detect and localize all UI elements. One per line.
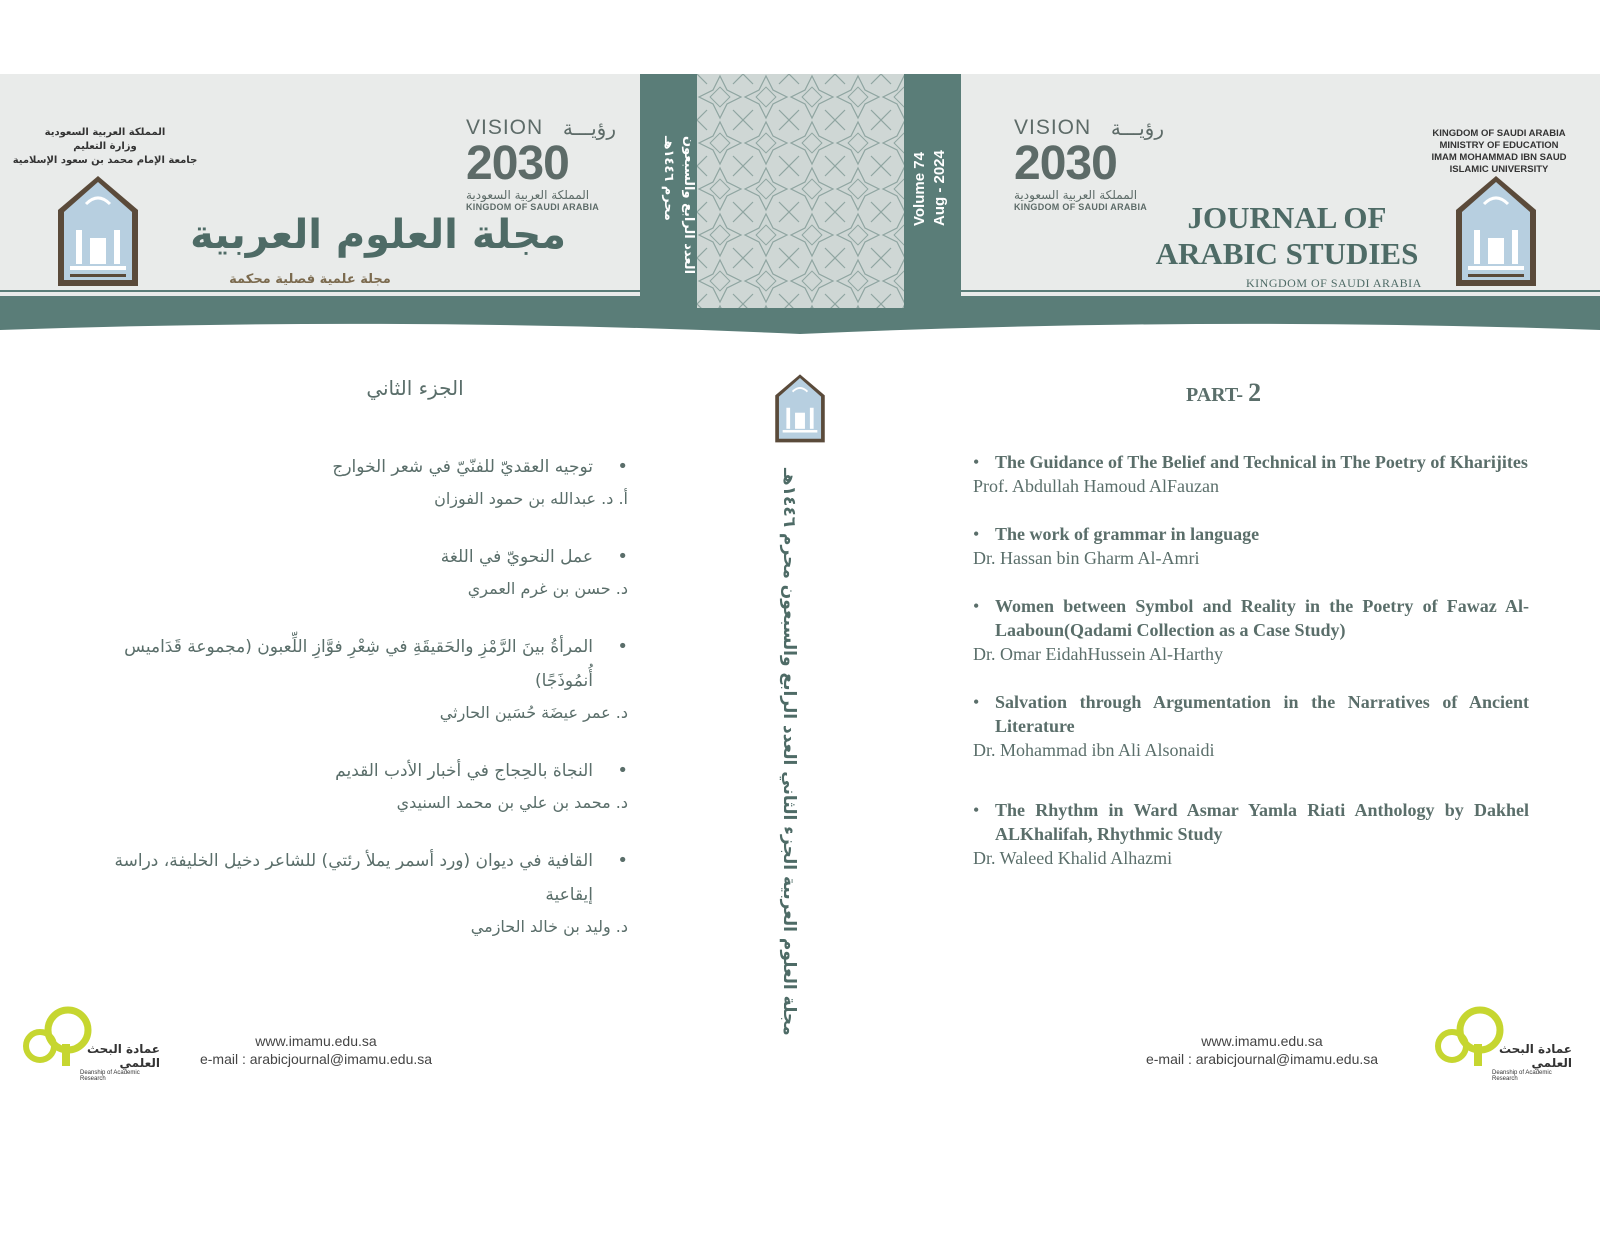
ar-gov-line: المملكة العربية السعودية — [44, 127, 166, 138]
deanship-en: Deanship of Academic Research — [1492, 1070, 1552, 1082]
vision-word: VISION — [466, 116, 544, 139]
list-item — [88, 630, 628, 728]
en-gov-line: MINISTRY OF EDUCATION — [1439, 140, 1559, 151]
en-masthead-sub: KINGDOM OF SAUDI ARABIA — [1246, 276, 1422, 290]
spine-issue-number: العدد الرابع والسبعون — [681, 136, 696, 275]
spine-university-logo — [774, 372, 826, 446]
en-article-title: • Women between Symbol and Reality in the Poetry of Fawaz Al-Laaboun(Qadami Collection as a Case Study) — [973, 594, 1529, 642]
deanship-ar: عمادة البحث العلمي — [86, 1042, 160, 1070]
en-article-author: Dr. Omar EidahHussein Al-Harthy — [973, 644, 1223, 664]
ar-article-title: • المرأةُ بينَ الرَّمْزِ والحَقيقَةِ في شِعْرِ فوَّازِ اللِّعبون (مجموعة قَدَاميس أُنمُوذَجًا) — [88, 630, 628, 698]
ar-part-heading: الجزء الثاني — [366, 376, 464, 400]
en-article-author: Prof. Abdullah Hamoud AlFauzan — [973, 476, 1219, 496]
ar-gov-line: وزارة التعليم — [73, 141, 137, 152]
en-gov-line: IMAM MOHAMMAD IBN SAUD — [1431, 152, 1567, 163]
email-link[interactable]: e-mail : arabicjournal@imamu.edu.sa — [1145, 1051, 1379, 1067]
en-article-title: • Salvation through Argumentation in the Narratives of Ancient Literature — [973, 690, 1529, 738]
list-item — [973, 798, 1529, 870]
ar-article-title: • النجاة بالحِجاج في أخبار الأدب القديم — [88, 754, 628, 788]
ar-article-author: أ. د. عبدالله بن حمود الفوزان — [434, 489, 628, 508]
website-link[interactable]: www.imamu.edu.sa — [255, 1033, 377, 1049]
vision-kingdom-en: KINGDOM OF SAUDI ARABIA — [466, 202, 600, 212]
en-masthead — [1152, 200, 1422, 272]
vision-arabic-word: رؤيـــة — [562, 116, 616, 140]
en-part-number: 2 — [1248, 378, 1262, 407]
en-article-author: Dr. Mohammad ibn Ali Alsonaidi — [973, 740, 1215, 760]
ar-article-author: د. وليد بن خالد الحازمي — [470, 917, 628, 936]
list-item — [973, 690, 1529, 762]
en-vision-2030-logo — [1014, 116, 1164, 212]
vision-kingdom-en: KINGDOM OF SAUDI ARABIA — [1014, 202, 1148, 212]
ar-article-author: د. عمر عيضَة حُسَين الحارثي — [439, 703, 628, 722]
vision-kingdom-ar: المملكة العربية السعودية — [466, 188, 590, 202]
ar-footer-contact — [196, 1032, 436, 1068]
deanship-text-right — [1492, 1042, 1572, 1082]
vision-year: 2030 — [466, 137, 569, 190]
list-item — [88, 754, 628, 818]
spine-hijri-date: محرم ١٤٤٦هـ — [661, 136, 676, 221]
en-part-label: PART- — [1186, 384, 1244, 406]
vision-year: 2030 — [1014, 137, 1117, 190]
spine-top-arabic — [652, 136, 697, 275]
ar-article-title: • عمل النحويّ في اللغة — [88, 540, 628, 574]
spine-volume: Volume 74 — [911, 152, 928, 226]
vision-arabic-word: رؤيـــة — [1110, 116, 1164, 140]
ar-vision-2030-logo — [466, 116, 616, 212]
spine-top-english — [910, 150, 984, 245]
ar-article-list — [88, 450, 628, 968]
deanship-text-left — [80, 1042, 160, 1082]
en-article-title: • The work of grammar in language — [973, 522, 1529, 546]
ar-gov-line: جامعة الإمام محمد بن سعود الإسلامية — [12, 155, 198, 166]
en-article-author: Dr. Hassan bin Gharm Al-Amri — [973, 548, 1200, 568]
en-footer-contact — [1142, 1032, 1382, 1068]
spine-vertical-text: مجلة العلوم العربية الجزء الثاني العدد الرابع والسبعون محرم ١٤٤٦هـ — [779, 468, 799, 1036]
en-masthead-line1: JOURNAL OF — [1187, 200, 1387, 235]
ar-article-author: د. حسن بن غرم العمري — [467, 579, 628, 598]
ar-masthead-sub: مجلة علمية فصلية محكمة — [229, 272, 391, 287]
list-item — [88, 540, 628, 604]
list-item — [88, 844, 628, 942]
ar-masthead: مجلة العلوم العربية — [190, 212, 566, 258]
imam-university-logo — [1454, 174, 1538, 290]
ar-article-author: د. محمد بن علي بن محمد السنيدي — [396, 793, 628, 812]
en-article-author: Dr. Waleed Khalid Alhazmi — [973, 848, 1173, 868]
ar-gov-lines — [12, 126, 198, 168]
deanship-en: Deanship of Academic Research — [80, 1070, 140, 1082]
list-item — [88, 450, 628, 514]
vision-word: VISION — [1014, 116, 1092, 139]
list-item — [973, 522, 1529, 570]
list-item — [973, 594, 1529, 666]
ar-article-title: • توجيه العقديّ للفنّيّ في شعر الخوارج — [88, 450, 628, 484]
spine-geometric-pattern — [697, 74, 904, 308]
en-gov-line: KINGDOM OF SAUDI ARABIA — [1432, 128, 1566, 139]
en-gov-line: ISLAMIC UNIVERSITY — [1449, 164, 1549, 175]
en-gov-lines — [1422, 128, 1576, 176]
en-masthead-line2: ARABIC STUDIES — [1155, 236, 1419, 271]
deanship-ar: عمادة البحث العلمي — [1498, 1042, 1572, 1070]
en-article-list — [973, 450, 1529, 894]
en-article-title: • The Guidance of The Belief and Technical in The Poetry of Kharijites — [973, 450, 1529, 474]
ar-article-title: • القافية في ديوان (ورد أسمر يملأ رئتي) للشاعر دخيل الخليفة، دراسة إيقاعية — [88, 844, 628, 912]
vision-kingdom-ar: المملكة العربية السعودية — [1014, 188, 1138, 202]
email-link[interactable]: e-mail : arabicjournal@imamu.edu.sa — [199, 1051, 433, 1067]
spine-date: Aug - 2024 — [931, 150, 948, 226]
en-article-title: • The Rhythm in Ward Asmar Yamla Riati Anthology by Dakhel ALKhalifah, Rhythmic Study — [973, 798, 1529, 846]
imam-university-logo — [56, 174, 140, 290]
en-part-heading — [1186, 378, 1261, 408]
list-item — [973, 450, 1529, 498]
website-link[interactable]: www.imamu.edu.sa — [1201, 1033, 1323, 1049]
